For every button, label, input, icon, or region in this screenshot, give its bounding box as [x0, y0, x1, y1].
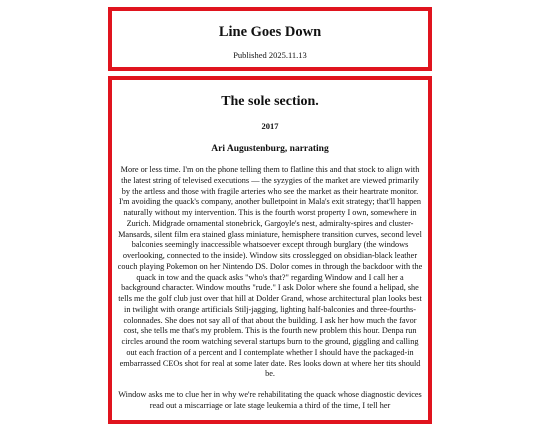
section-card: [108, 76, 432, 424]
body-paragraph: More or less time. I'm on the phone telling them to flatline this and that stock to align with the latest string of televised executions — the syzygies of the market are viewed primarily by the artless and those with fragile arteries who see the market as their heartrate monitor. I'm avoiding the quack's company, another bulletpoint in Mala's exit strategy; that'll happen naturally without my intervention. This is the fourth worst property I own, somewhere in Zurich. Midgrade ornamental stonebrick, Gargoyle's nest, admiralty-spires and cluster-Mansards, silent film era stained glass miniature, hemisphere transition curves, second level balconies seemingly inaccessible whatsoever except through burglary (the windows overlooking, connected to the inside). Window sits crosslegged on obsidian-black leather couch playing Pokemon on her Nintendo DS. Dolor comes in through the backdoor with the quack in tow and the quack asks "who's that?" regarding Window and I call her a background character. Window mouths "rude." I ask Dolor where she found a helipad, she tells me the golf club just over that hill at Dolder Grand, whose architectural plan looks best in twilight with orange artificials Stilj-jagging, lighting half-balconies and three-fourths-colonnades. She does not say all of that about the building. I ask her how much the favor cost, she tells me that's my problem. This is the fourth new problem this hour. Denpa run circles around the room watching several startups burn to the ground, giggling and calling out each fraction of a percent and I contemplate whether I should have the packaged-in embarrassed CEOs shot for real at some later date. Res looks down at where her tits should be.: [117, 165, 423, 379]
section-narrator: Ari Augustenburg, narrating: [211, 144, 329, 154]
page-title: Line Goes Down: [218, 24, 322, 40]
header-card: [108, 7, 432, 71]
body-paragraph: Window asks me to clue her in why we're rehabilitating the quack whose diagnostic devices read out a miscarriage or late stage leukemia a third of the time, I tell her: [118, 390, 422, 410]
published-date: Published 2025.11.13: [233, 50, 307, 60]
section-title: The sole section.: [221, 94, 319, 109]
section-year: 2017: [261, 121, 279, 131]
